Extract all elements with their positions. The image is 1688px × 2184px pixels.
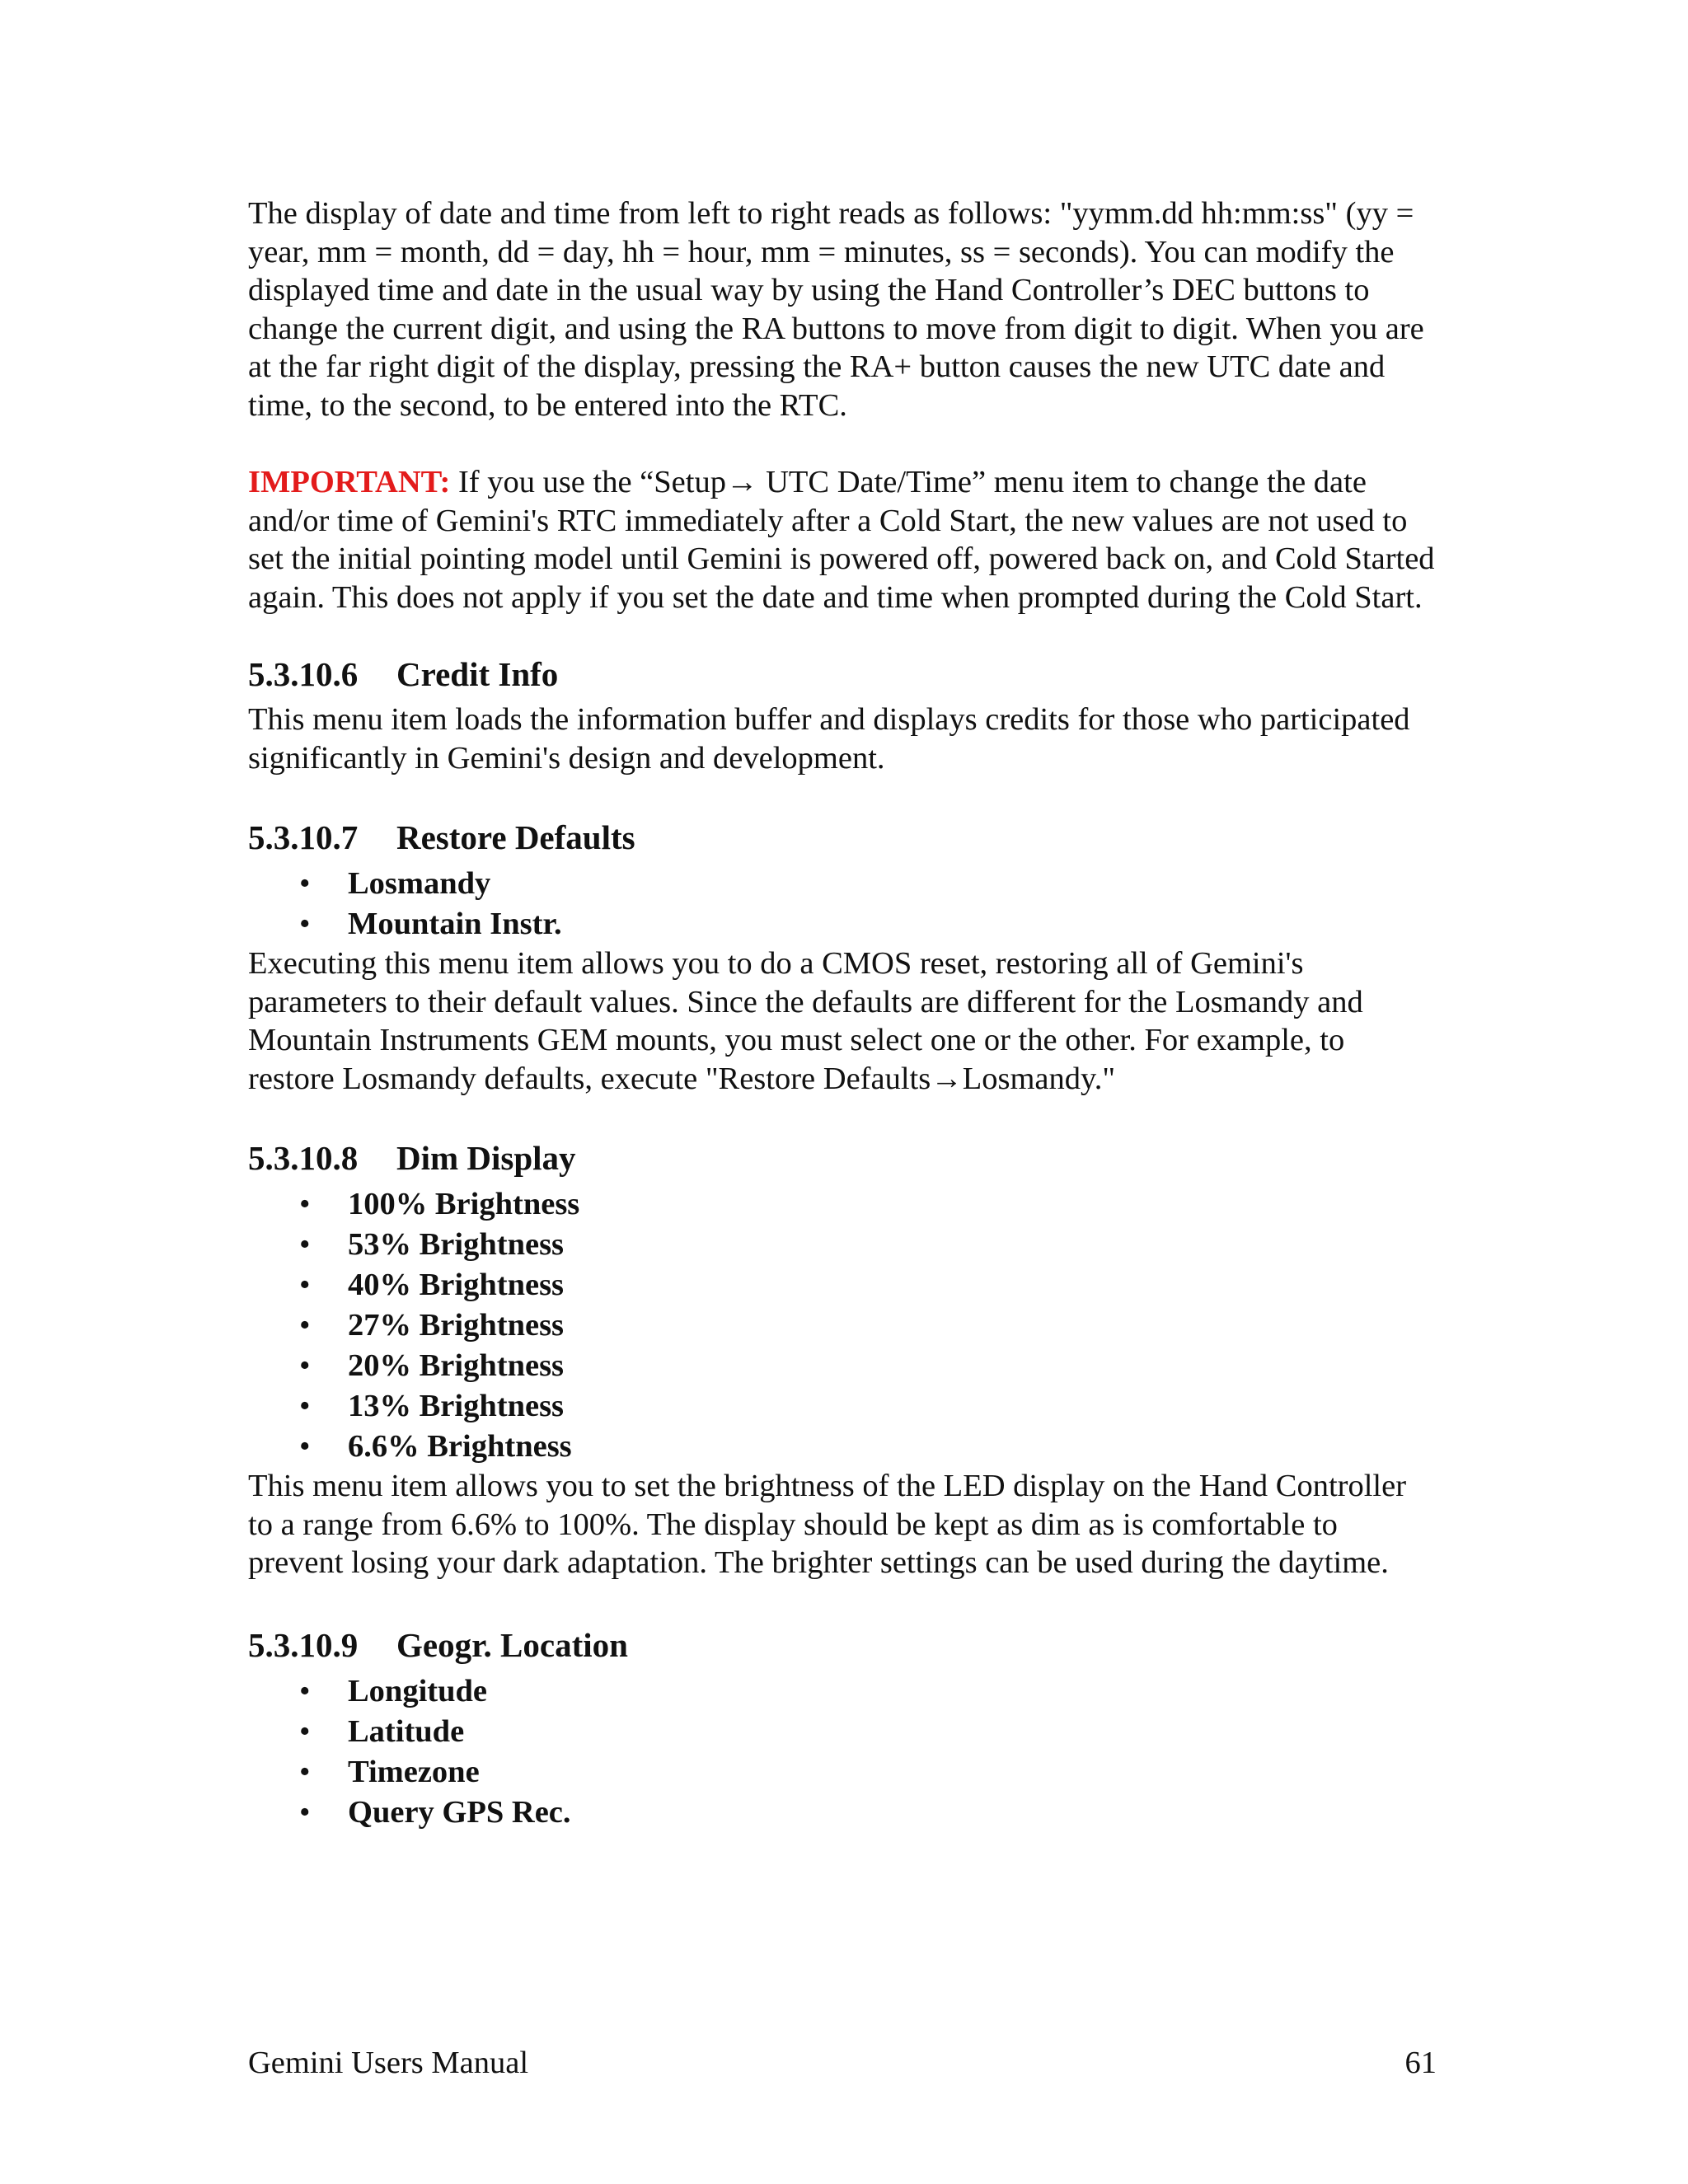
footer-title: Gemini Users Manual xyxy=(248,2046,529,2080)
list-item-text: Timezone xyxy=(348,1754,480,1789)
list-item-text: Longitude xyxy=(348,1673,488,1708)
list-item xyxy=(248,1184,1435,1225)
section-title: Dim Display xyxy=(396,1139,576,1177)
list-item xyxy=(248,1265,1435,1305)
list-item-text: 100% Brightness xyxy=(348,1187,580,1221)
important-note xyxy=(248,463,1435,616)
list-item xyxy=(248,1386,1435,1427)
section-title: Restore Defaults xyxy=(396,818,635,856)
section-title: Credit Info xyxy=(396,655,559,693)
page-body xyxy=(248,194,1435,1833)
list-item-text: Latitude xyxy=(348,1713,465,1749)
list-item xyxy=(248,1712,1435,1752)
geogr-location-list xyxy=(248,1671,1435,1833)
list-item xyxy=(248,1752,1435,1793)
heading-geogr-location xyxy=(248,1624,1435,1666)
bullet: • xyxy=(299,1348,311,1383)
list-item xyxy=(248,904,1435,944)
page-number: 61 xyxy=(1404,2046,1437,2080)
dim-display-list xyxy=(248,1184,1435,1467)
list-item-text: Query GPS Rec. xyxy=(348,1794,571,1830)
bullet: • xyxy=(299,1389,311,1423)
bullet: • xyxy=(299,1794,311,1830)
section-title: Geogr. Location xyxy=(396,1625,628,1664)
bullet: • xyxy=(299,1268,311,1302)
paragraph-restore-defaults: Executing this menu item allows you to do a CMOS reset, restoring all of Gemini's parameters to their default values. Since the defaults are different for the Losmandy and Mountain Instruments GEM mounts, you must select one or the other. For example, to restore Losmandy defaults, execute "Restore Defaults→Losmandy." xyxy=(248,946,1363,1096)
restore-defaults-list xyxy=(248,864,1435,944)
bullet: • xyxy=(299,1187,311,1221)
list-item xyxy=(248,864,1435,904)
list-item xyxy=(248,1225,1435,1265)
heading-credit-info xyxy=(248,653,1435,696)
list-item-text: Losmandy xyxy=(348,866,491,901)
section-number: 5.3.10.8 xyxy=(248,1139,359,1177)
bullet: • xyxy=(299,1308,311,1343)
list-item-text: 6.6% Brightness xyxy=(348,1429,572,1464)
section-number: 5.3.10.9 xyxy=(248,1625,359,1664)
heading-restore-defaults xyxy=(248,816,1435,859)
bullet: • xyxy=(299,1429,311,1464)
bullet: • xyxy=(299,866,311,901)
bullet: • xyxy=(299,1673,311,1708)
paragraph-credit-info: This menu item loads the information buffer and displays credits for those who participated significantly in Gemini's design and development. xyxy=(248,702,1410,776)
bullet: • xyxy=(299,1754,311,1789)
list-item-text: Mountain Instr. xyxy=(348,907,562,941)
list-item xyxy=(248,1346,1435,1386)
list-item-text: 53% Brightness xyxy=(348,1227,565,1262)
section-number: 5.3.10.6 xyxy=(248,655,359,693)
list-item-text: 13% Brightness xyxy=(348,1389,565,1423)
list-item-text: 27% Brightness xyxy=(348,1308,565,1343)
list-item xyxy=(248,1671,1435,1712)
paragraph-dim-display: This menu item allows you to set the brightness of the LED display on the Hand Controller to a range from 6.6% to 100%. The display should be kept as dim as is comfortable to prevent losing your dark adaptation. The brighter settings can be used during the daytime. xyxy=(248,1469,1407,1580)
heading-dim-display xyxy=(248,1137,1435,1179)
list-item-text: 40% Brightness xyxy=(348,1268,565,1302)
bullet: • xyxy=(299,1227,311,1262)
important-text: If you use the “Setup→ UTC Date/Time” menu item to change the date and/or time of Gemini's RTC immediately after a Cold Start, the new values are not used to set the initial pointing model until Gemini is powered off, powered back on, and Cold Started again. This does not apply if you set the date and time when prompted during the Cold Start. xyxy=(248,465,1435,615)
bullet: • xyxy=(299,1713,311,1749)
list-item xyxy=(248,1793,1435,1833)
important-label: IMPORTANT: xyxy=(248,465,451,499)
list-item-text: 20% Brightness xyxy=(348,1348,565,1383)
list-item xyxy=(248,1305,1435,1346)
section-number: 5.3.10.7 xyxy=(248,818,359,856)
bullet: • xyxy=(299,907,311,941)
paragraph-datetime-format: The display of date and time from left to right reads as follows: "yymm.dd hh:mm:ss" (yy = year, mm = month, dd = day, hh = hour, mm = minutes, ss = seconds). You can modify the displayed time and date in the usual way by using the Hand Controller’s DEC buttons to change the current digit, and using the RA buttons to move from digit to digit. When you are at the far right digit of the display, pressing the RA+ button causes the new UTC date and time, to the second, to be entered into the RTC. xyxy=(248,196,1424,423)
list-item xyxy=(248,1427,1435,1467)
